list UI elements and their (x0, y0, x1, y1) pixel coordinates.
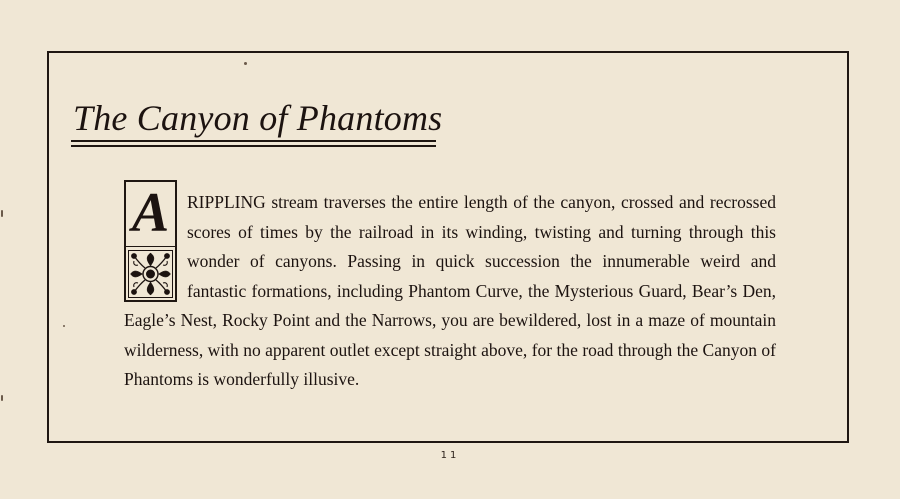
title-underline-bottom (71, 145, 436, 147)
title-underline-top (71, 140, 436, 142)
body-paragraph (124, 188, 776, 395)
paper-speck (244, 62, 247, 65)
page-title: The Canyon of Phantoms (73, 98, 443, 138)
paper-speck (63, 325, 65, 327)
initial-letter: A (131, 182, 170, 244)
paper-speck (1, 395, 3, 401)
drop-cap-space (124, 188, 187, 304)
body-paragraph-text: RIPPLING stream traverses the entire length of the canyon, crossed and recrossed scores of times by the railroad in its winding, twisting and turning through this wonder of canyons. Passing in quick succession the innumerable weird and fantastic formations, including Phantom Curve, the Mysterious Guard, Bear’s Den, Eagle’s Nest, Rocky Point and the Narrows, you are bewildered, lost in a maze of mountain wilderness, with no apparent outlet except straight above, for the road through the Canyon of Phantoms is wonderfully illusive. (124, 192, 776, 389)
page-number: 11 (440, 450, 460, 461)
paper-speck (1, 210, 3, 217)
